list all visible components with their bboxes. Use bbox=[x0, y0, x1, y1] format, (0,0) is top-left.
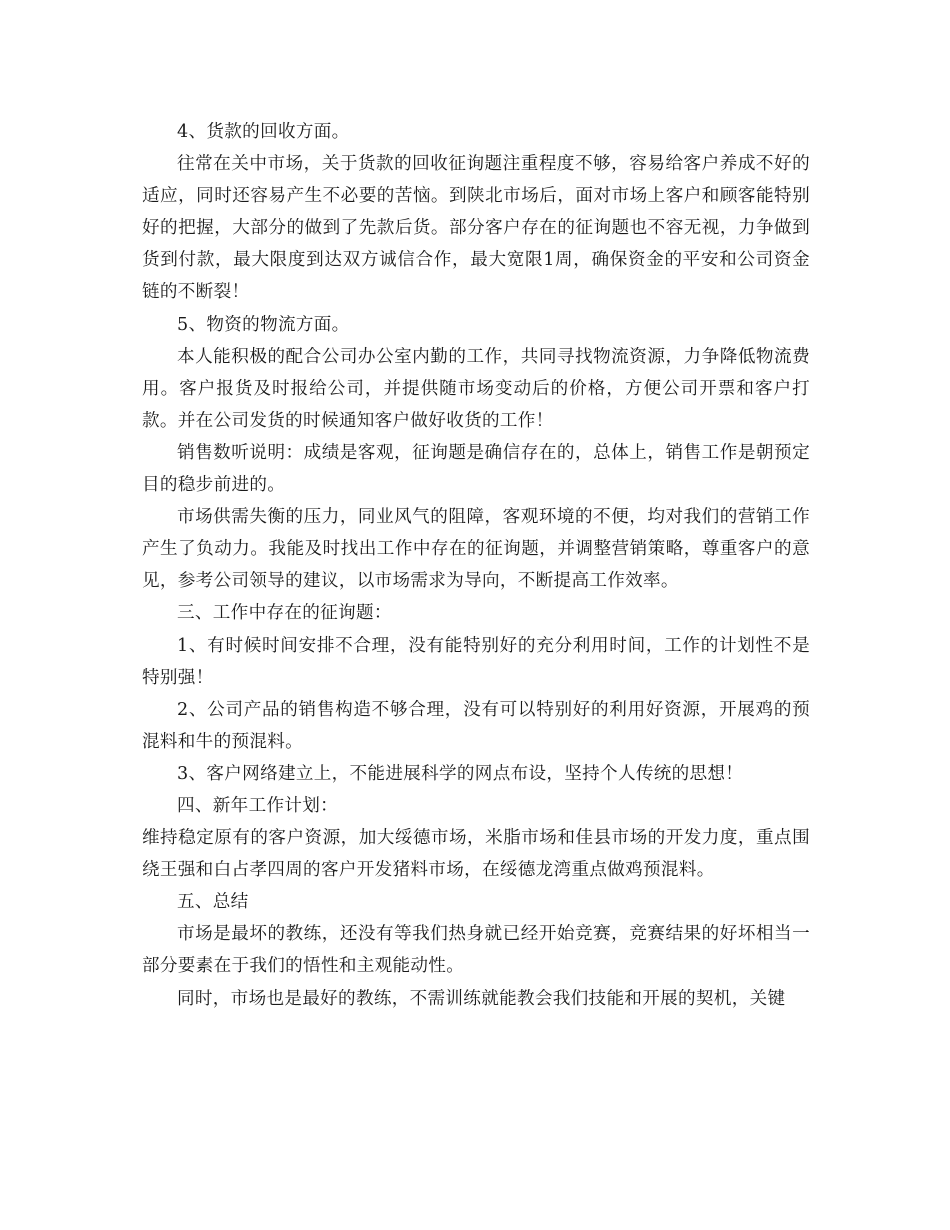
list-item-problem-1: 1、有时候时间安排不合理，没有能特别好的充分利用时间，工作的计划性不是特别强！ bbox=[142, 635, 810, 688]
heading-existing-problems: 三、工作中存在的征询题： bbox=[177, 603, 392, 624]
heading-summary: 五、总结 bbox=[177, 892, 249, 913]
paragraph-new-year-plan: 维持稳定原有的客户资源，加大绥德市场，米脂市场和佳县市场的开发力度，重点围绕王强和白占孝四周的客户开发猪料市场，在绥德龙湾重点做鸡预混料。 bbox=[142, 828, 810, 881]
heading-new-year-plan: 四、新年工作计划： bbox=[177, 795, 339, 816]
paragraph-sales-summary: 销售数听说明：成绩是客观，征询题是确信存在的，总体上，销售工作是朝预定目的稳步前进的。 bbox=[142, 442, 810, 496]
heading-logistics: 5、物资的物流方面。 bbox=[177, 314, 350, 335]
heading-payment-recovery: 4、货款的回收方面。 bbox=[177, 122, 350, 142]
paragraph-summary-1: 市场是最坏的教练，还没有等我们热身就已经开始竞赛，竞赛结果的好坏相当一部分要素在于我们的悟性和主观能动性。 bbox=[142, 924, 810, 977]
list-item-problem-3: 3、客户网络建立上，不能进展科学的网点布设，坚持个人传统的思想！ bbox=[177, 763, 744, 784]
paragraph-payment-recovery: 往常在关中市场，关于货款的回收征询题注重程度不够，容易给客户养成不好的适应，同时还容易产生不必要的苦恼。到陕北市场后，面对市场上客户和顾客能特别好的把握，大部分的做到了先款后货。部分客户存在的征询题也不容无视，力争做到货到付款，最大限度到达双方诚信合作，最大宽限1周，确保资金的平安和公司资金链的不断裂！ bbox=[142, 154, 810, 303]
list-item-problem-2: 2、公司产品的销售构造不够合理，没有可以特别好的利用好资源，开展鸡的预混料和牛的预混料。 bbox=[142, 699, 810, 752]
paragraph-logistics: 本人能积极的配合公司办公室内勤的工作，共同寻找物流资源，力争降低物流费用。客户报货及时报给公司，并提供随市场变动后的价格，方便公司开票和客户打款。并在公司发货的时候通知客户做好收货的工作！ bbox=[142, 346, 810, 431]
paragraph-market-pressure: 市场供需失衡的压力，同业风气的阻障，客观环境的不便，均对我们的营销工作产生了负动力。我能及时找出工作中存在的征询题，并调整营销策略，尊重客户的意见，参考公司领导的建议，以市场需求为导向，不断提高工作效率。 bbox=[142, 507, 810, 592]
document-page bbox=[142, 116, 810, 1015]
paragraph-summary-2: 同时，市场也是最好的教练，不需训练就能教会我们技能和开展的契机，关键 bbox=[177, 988, 786, 1009]
